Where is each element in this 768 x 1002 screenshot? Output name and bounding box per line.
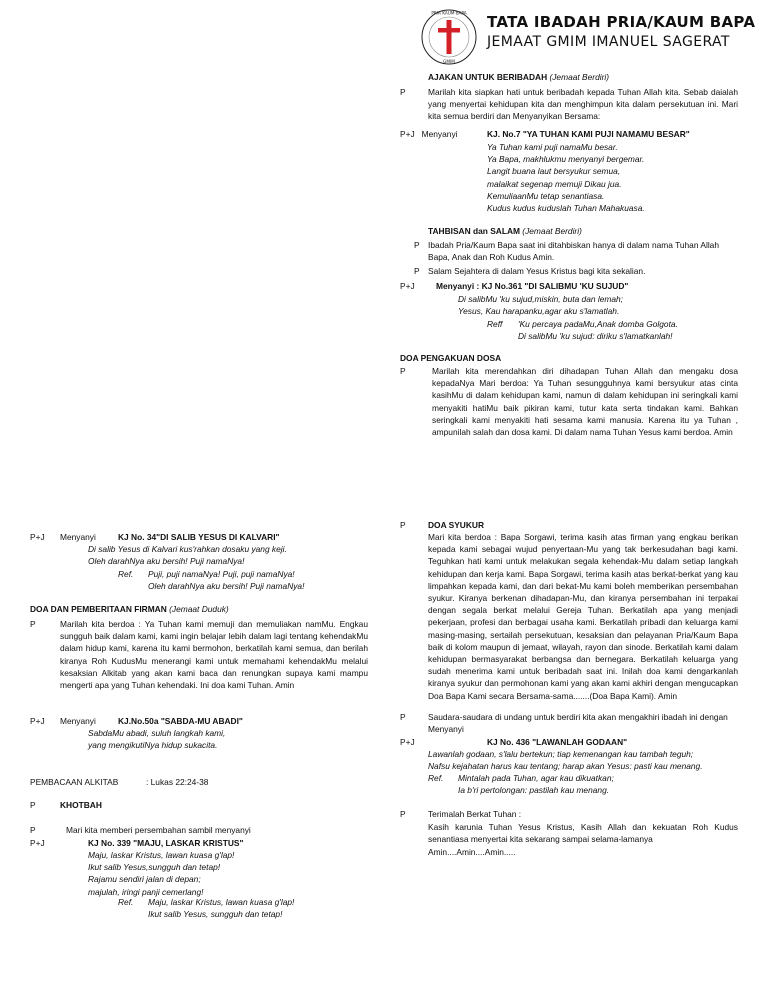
speaker-label: P [30, 619, 36, 629]
ref-lyrics: Maju, laskar Kristus, lawan kuasa g'lap! Ikut salib Yesus, sungguh dan tetap! [148, 897, 295, 920]
tahbisan-heading: TAHBISAN dan SALAM (Jemaat Berdiri) [428, 226, 582, 236]
doa-pengakuan-heading: DOA PENGAKUAN DOSA [400, 353, 502, 363]
menyanyi-label: Menyanyi [60, 532, 96, 542]
svg-text:GMIM: GMIM [443, 59, 455, 64]
ref-label: Ref. [118, 897, 134, 907]
khotbah-heading: KHOTBAH [60, 800, 102, 810]
logo [418, 6, 480, 68]
song-title: KJ. No.7 "YA TUHAN KAMI PUJI NAMAMU BESAR" [487, 129, 690, 139]
pembacaan-label: PEMBACAAN ALKITAB [30, 777, 119, 787]
song-title: KJ No. 436 "LAWANLAH GODAAN" [487, 737, 628, 747]
speaker-label: P [400, 809, 406, 819]
berkat-heading: Terimalah Berkat Tuhan : [428, 809, 522, 819]
ajakan-heading: AJAKAN UNTUK BERIBADAH (Jemaat Berdiri) [428, 72, 610, 82]
speaker-label: P [30, 800, 36, 810]
pembacaan-reference: : Lukas 22:24-38 [146, 777, 209, 787]
document-title: TATA IBADAH PRIA/KAUM BAPA [487, 13, 756, 31]
doa-syukur-heading: DOA SYUKUR [428, 520, 484, 530]
reff-lyrics: 'Ku percaya padaMu,Anak domba Golgota. Di salibMu 'ku sujud: diriku s'lamatkanlah! [518, 319, 678, 342]
speaker-label: P+J [30, 838, 45, 848]
speaker-label: P [400, 712, 406, 722]
ref-lyrics: Mintalah pada Tuhan, agar kau dikuatkan; Ia b'ri pertolongan: pastilah kau menang. [458, 773, 614, 796]
speaker-label: P+J [400, 737, 415, 747]
reff-label: Reff [487, 319, 503, 329]
speaker-label: P [400, 87, 406, 97]
ref-label: Ref. [118, 569, 134, 579]
speaker-label: P+J [30, 532, 45, 542]
firman-paragraph: Marilah kita berdoa : Ya Tuhan kami memuji dan memuliakan namMu. Engkau sungguh baik dalam kami, kami ingin belajar lebih dalam lagi tentang kehendakMu dalam hidup kami, karena itu kami bermohon, berkatilah kami semua, dan berilah kiranya Roh KudusMu menerangi kami untuk memahami kehendakMu melalui kesaksian Alkitab yang akan kami baca dan renungkan supaya kami mampu mengerti apa yang Tuhan kehendaki. Ini doa kami Tuhan. Amin [60, 619, 368, 691]
song-lyrics: Di salibMu 'ku sujud,miskin, buta dan lemah; Yesus, Kau harapanku,agar aku s'lamatlah. [458, 294, 623, 317]
firman-heading: DOA DAN PEMBERITAAN FIRMAN (Jemaat Duduk) [30, 604, 229, 614]
song-title: KJ No. 34"DI SALIB YESUS DI KALVARI" [118, 532, 280, 542]
svg-text:PRIA KAUM BAPA: PRIA KAUM BAPA [431, 10, 467, 16]
ref-lyrics: Puji, puji namaNya! Puji, puji namaNya! Oleh darahNya aku bersih! Puji namaNya! [148, 569, 305, 592]
song-title: KJ.No.50a "SABDA-MU ABADI" [118, 716, 243, 726]
doa-pengakuan-paragraph: Marilah kita merendahkan diri dihadapan Tuhan Allah dan mengaku dosa kepadaNya Mari berdoa: Ya Tuhan sesungguhnya kami bersyukur atas cinta kasihMu di dalam kehidupan kami, namun di dalam kehidupan ini seringkali kami menyakiti hatiMu baik pikiran kami, tutur kata serta tindakan kami. Bahkan seringkali kami menyakiti hati sesama kami manusia. Karena itu ya Tuhan , ampunilah salah dan dosa kami. Di dalam nama Tuhan Yesus kami berdoa. Amin [432, 366, 738, 438]
speaker-label: P [400, 520, 406, 530]
speaker-label: P+J [400, 281, 415, 291]
cross-logo-icon [418, 6, 480, 68]
persembahan-text: Mari kita memberi persembahan sambil menyanyi [66, 825, 251, 835]
speaker-label: P [30, 825, 36, 835]
song-lyrics: Lawanlah godaan, s'lalu bertekun; tiap kemenangan kau tambah teguh; Nafsu kejahatan harus kau tentang; harap akan Yesus: pasti kau menang. [428, 749, 703, 772]
song-lyrics: Maju, laskar Kristus, lawan kuasa g'lap! Ikut salib Yesus,sungguh dan tetap! Rajamu sendiri jalan di depan; majulah, iringi panji cemerlang! [88, 850, 235, 897]
ajakan-paragraph: Marilah kita siapkan hati untuk beribadah kepada Tuhan Allah kita. Sebab daialah yang menyertai kehidupan kita dan menghimpun kita dalam persekutuan ini. Mari kita semua berdiri dan Menyanyikan Bersama: [428, 87, 738, 122]
doa-syukur-paragraph: Mari kita berdoa : Bapa Sorgawi, terima kasih atas firman yang engkau berikan kepada kami sebagai wujud penyertaan-Mu yang tak berkesudahan bagi kami. Teguhkan hati kami untuk melakukan segala kehendak-Mu dalam setiap langkah kehidupan dan kerja kami. Bapa Sorgawi, terima kasih atas berkat-berkat yang kau limpahkan kepada kami, dan dari bekat-Mu kami boleh memberikan persembahan syukur. Kiranya berkenan dihadapan-Mu, dan kiranya persembahan ini terpakai dengan segala berkat melalui Gereja Tuhan. Berkatilah apa yang menjadi pekerjaan, profesi dan berbagai usaha kami. Berkatilah pribadi dan keluarga kami masing-masing, sertailah persekutuan, kesaksian dan pelayanan Pria/Kaum Bapa baik di kolom maupun di jemaat, wilayah, rayon dan sinode. Berkatilah kami dalam kehidupan bermasyarakat berbangsa dan bernegara. Berkatilah keluarga yang sudah menerima kami untuk beribadah saat ini. Inilah doa kami dengarkanlah kiranya syukur dan permohonan kami yang akan kami akhiri dengan mengucapkan Doa Bapa Kami secara Bersama-sama.......(Doa Bapa Kami). Amin [428, 532, 738, 701]
speaker-label: P [414, 240, 420, 250]
song-title: KJ No. 339 "MAJU, LASKAR KRISTUS" [88, 838, 244, 848]
penutup-paragraph: Saudara-saudara di undang untuk berdiri kita akan mengakhiri ibadah ini dengan Menyanyi [428, 712, 728, 735]
ref-label: Ref. [428, 773, 444, 783]
menyanyi-label: Menyanyi [60, 716, 96, 726]
speaker-label: P+J [30, 716, 45, 726]
song-lyrics: Ya Tuhan kami puji namaMu besar. Ya Bapa, makhlukmu menyanyi bergemar. Langit buana laut bersyukur semua, malaikat segenap memuji Dikau jua. KemuliaanMu tetap senantiasa. Kudus kudus kuduslah Tuhan Mahakuasa. [487, 142, 645, 214]
amin-closing: Amin....Amin....Amin..... [428, 847, 516, 857]
speaker-label: P [400, 366, 406, 376]
speaker-label: P+J Menyanyi [400, 129, 458, 139]
tahbisan-paragraph: Ibadah Pria/Kaum Bapa saat ini ditahbiskan hanya di dalam nama Tuhan Allah Bapa, Anak dan Roh Kudus Amin. [428, 240, 719, 263]
song-title: Menyanyi : KJ No.361 "DI SALIBMU 'KU SUJUD" [436, 281, 629, 291]
song-lyrics: SabdaMu abadi, suluh langkah kami, yang mengikutiNya hidup sukacita. [88, 728, 226, 751]
berkat-paragraph: Kasih karunia Tuhan Yesus Kristus, Kasih Allah dan kekuatan Roh Kudus senantiasa menyertai kita sekarang sampai selama-lamanya [428, 822, 738, 845]
song-lyrics: Di salib Yesus di Kalvari kus'rahkan dosaku yang keji. Oleh darahNya aku bersih! Puji namaNya! [88, 544, 287, 567]
speaker-label: P [414, 266, 420, 276]
salam-paragraph: Salam Sejahtera di dalam Yesus Kristus bagi kita sekalian. [428, 266, 646, 276]
document-subtitle: JEMAAT GMIM IMANUEL SAGERAT [487, 34, 730, 50]
